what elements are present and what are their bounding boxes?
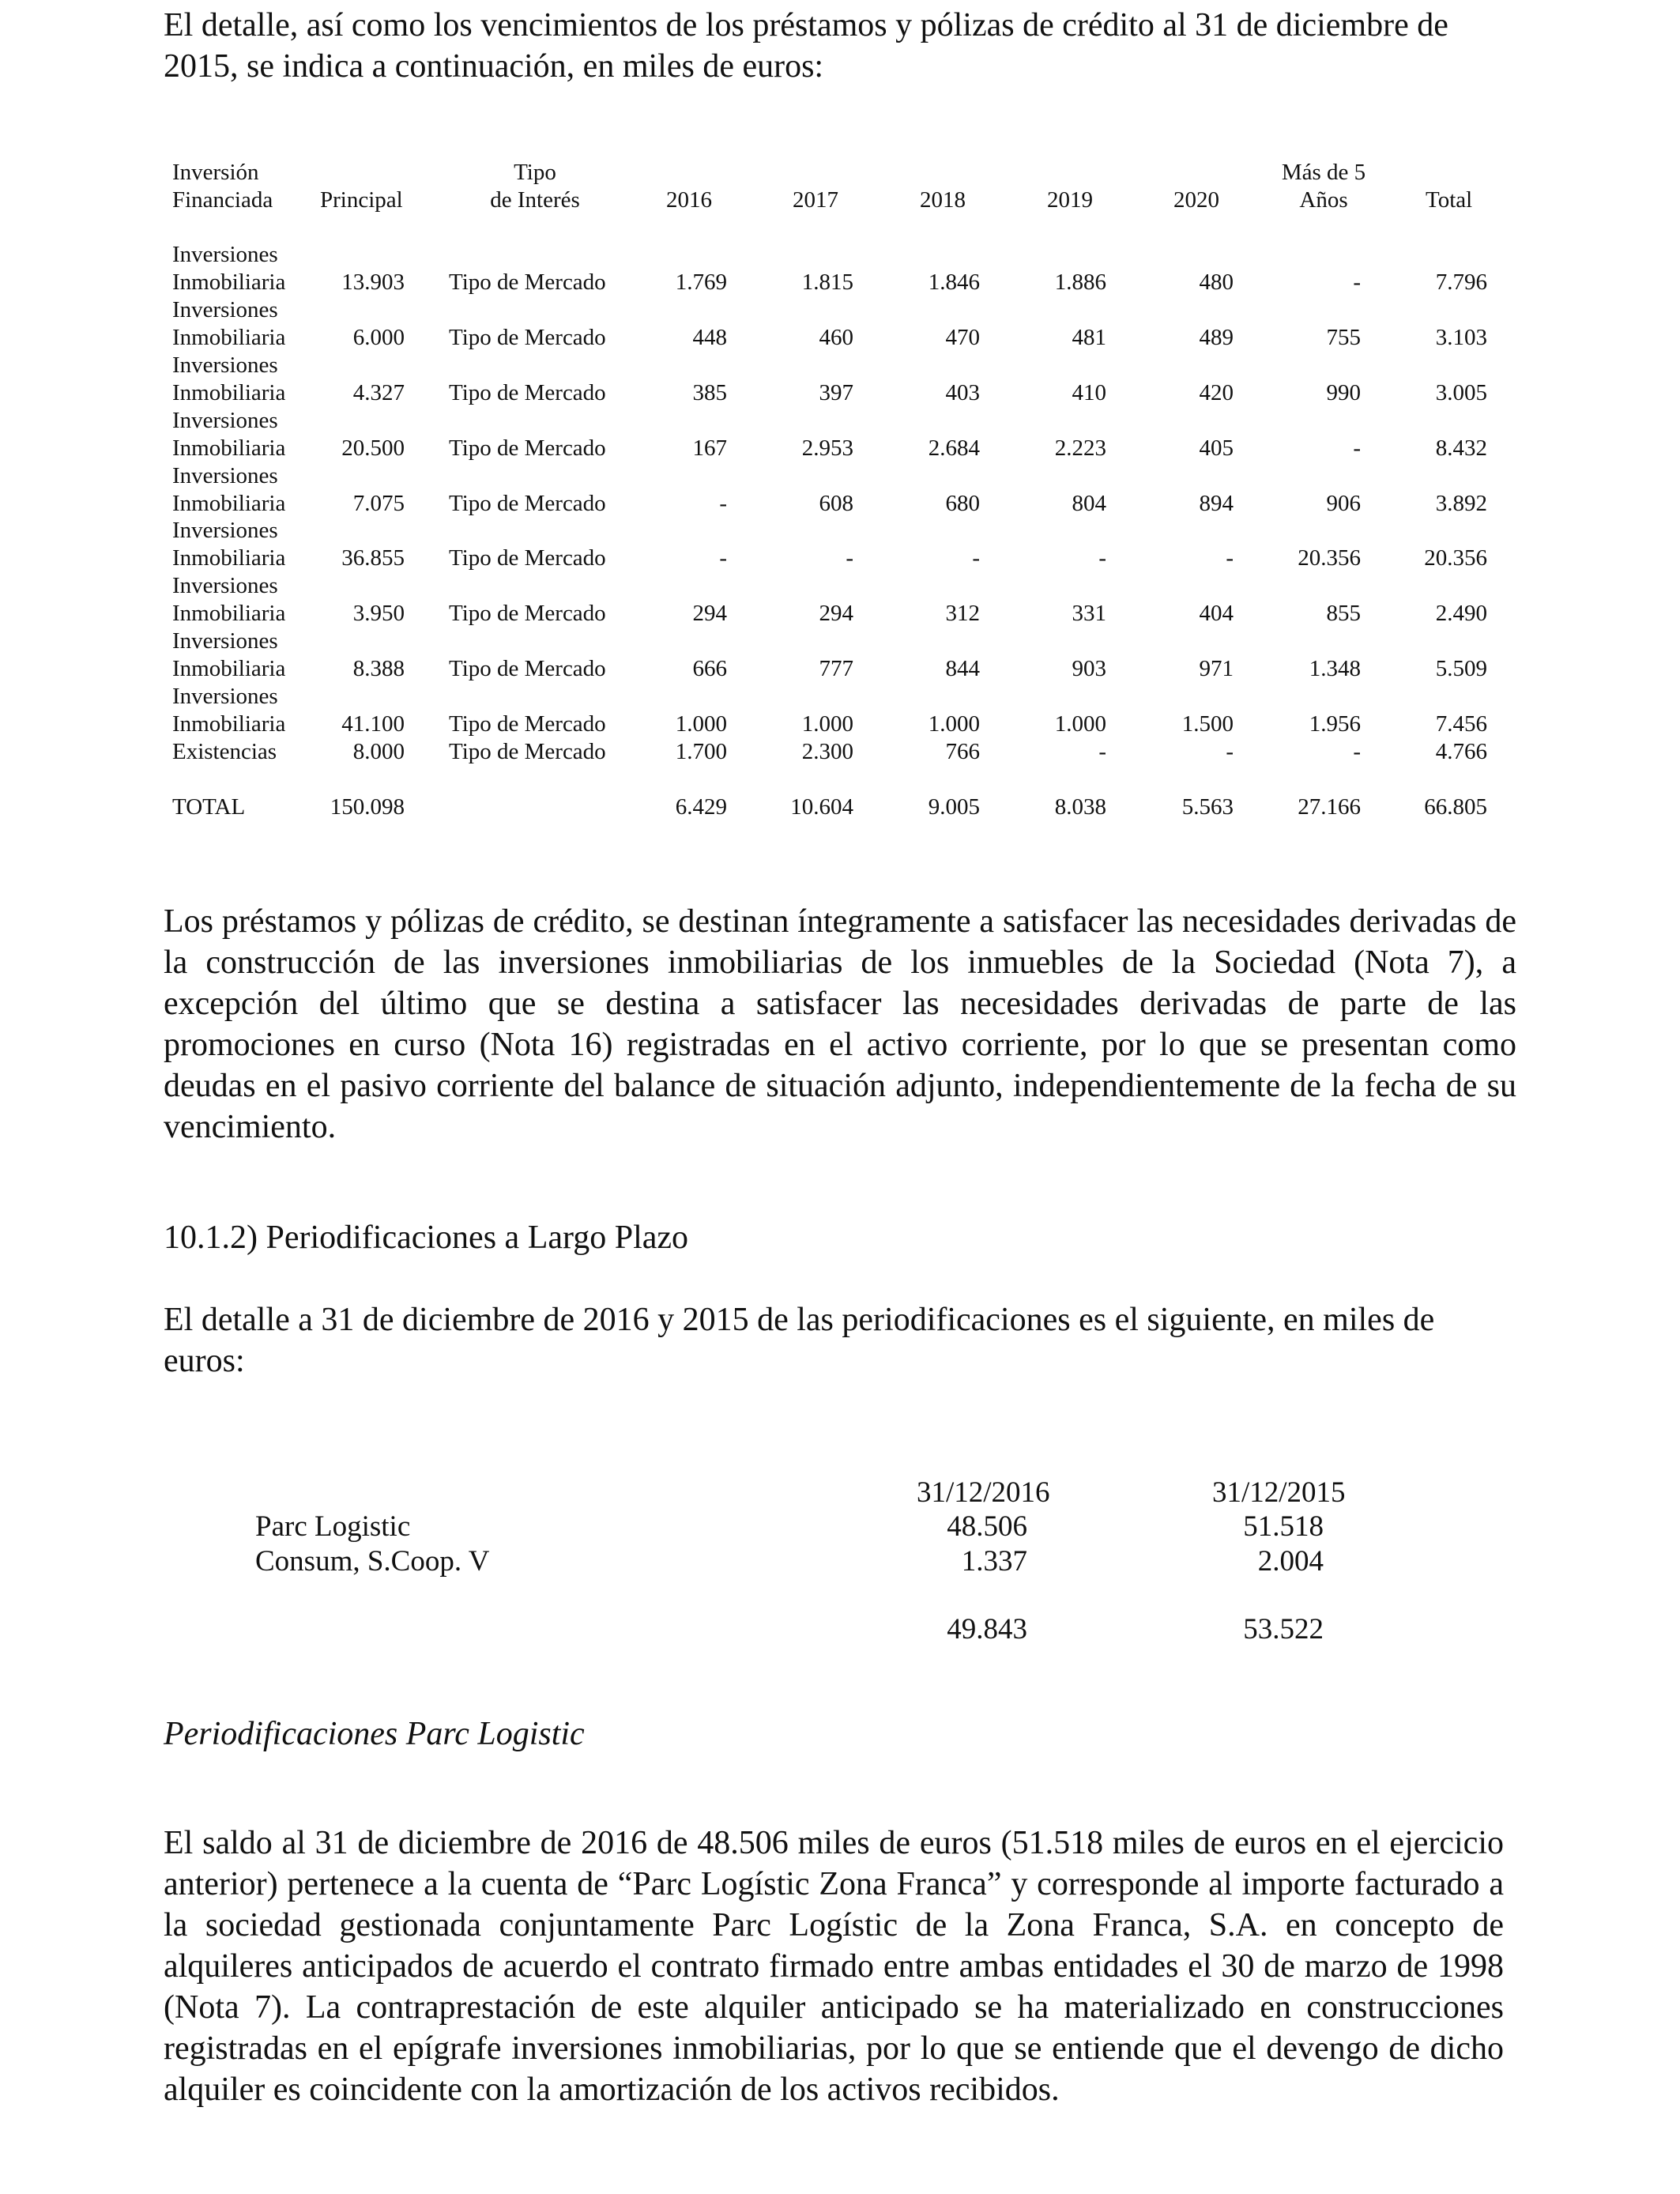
- row-7-inv-1: Inversiones: [172, 573, 278, 598]
- row-7-2018: 312: [945, 601, 980, 626]
- row-7-2016: 294: [692, 601, 727, 626]
- prestamos-paragraph: Los préstamos y pólizas de crédito, se destinan íntegramente a satisfacer las necesidades derivadas de la construcción de las inversiones inmobiliarias de los inmuebles de la Sociedad (Nota 7), a excepción del último que se destina a satisfacer las necesidades derivadas de parte de las promociones en curso (Nota 16) registradas en el activo corriente, por lo que se presentan como deudas en el pasivo corriente del balance de situación adjunto, independientemente de la fecha de su vencimiento.: [164, 903, 1516, 1145]
- row-4-mas: -: [1353, 435, 1361, 461]
- row-3-2018: 403: [945, 380, 980, 405]
- row-10-principal: 8.000: [352, 739, 405, 764]
- row-4-total: 8.432: [1435, 435, 1487, 461]
- header-inversion: Inversión: [172, 160, 259, 185]
- row-9-total: 7.456: [1435, 711, 1487, 737]
- row-4-tipo: Tipo de Mercado: [449, 435, 606, 461]
- row-6-tipo: Tipo de Mercado: [449, 545, 606, 571]
- col-header-2016: 31/12/2016: [917, 1476, 1050, 1509]
- row-8-2018: 844: [945, 656, 980, 681]
- row-3-2020: 420: [1199, 380, 1234, 405]
- row-2-mas: 755: [1326, 325, 1361, 350]
- row-3-2017: 397: [819, 380, 853, 405]
- header-2020: 2020: [1173, 187, 1219, 213]
- total-total: 66.805: [1424, 794, 1487, 820]
- row-5-2019: 804: [1072, 491, 1106, 516]
- row-7-2019: 331: [1072, 601, 1106, 626]
- total-2016: 6.429: [675, 794, 727, 820]
- row-6-2020: -: [1226, 545, 1234, 571]
- total-mas: 27.166: [1298, 794, 1361, 820]
- row-5-total: 3.892: [1435, 491, 1487, 516]
- row-9-inv-1: Inversiones: [172, 684, 278, 709]
- row-9-principal: 41.100: [341, 711, 405, 737]
- header-2017: 2017: [793, 187, 838, 213]
- row-6-2017: -: [846, 545, 853, 571]
- row-8-2020: 971: [1199, 656, 1234, 681]
- total-2019: 8.038: [1054, 794, 1106, 820]
- row-9-2020: 1.500: [1181, 711, 1234, 737]
- row-5-2020: 894: [1199, 491, 1234, 516]
- row-2-2020: 489: [1199, 325, 1234, 350]
- row-7-tipo: Tipo de Mercado: [449, 601, 606, 626]
- total-periodif-2015: 53.522: [1243, 1613, 1324, 1646]
- row-2-inv-1: Inversiones: [172, 297, 278, 322]
- row-1-2019: 1.886: [1054, 270, 1106, 295]
- row-5-principal: 7.075: [352, 491, 405, 516]
- row-5-inv-1: Inversiones: [172, 463, 278, 488]
- row-3-total: 3.005: [1435, 380, 1487, 405]
- row-3-mas: 990: [1326, 380, 1361, 405]
- row-1-inv-1: Inversiones: [172, 242, 278, 267]
- row-8-mas: 1.348: [1309, 656, 1361, 681]
- row-2-total: 3.103: [1435, 325, 1487, 350]
- row-3-inv-2: Inmobiliaria: [172, 380, 286, 405]
- row-2-2019: 481: [1072, 325, 1106, 350]
- header-principal: Principal: [320, 187, 403, 213]
- row-6-2016: -: [719, 545, 727, 571]
- row-2-2016: 448: [692, 325, 727, 350]
- row-2-principal: 6.000: [352, 325, 405, 350]
- row-9-tipo: Tipo de Mercado: [449, 711, 606, 737]
- col-header-2015: 31/12/2015: [1212, 1476, 1346, 1509]
- section-heading: 10.1.2) Periodificaciones a Largo Plazo: [164, 1220, 689, 1256]
- row-10-2019: -: [1098, 739, 1106, 764]
- row-9-mas: 1.956: [1309, 711, 1361, 737]
- row-1-mas: -: [1353, 270, 1361, 295]
- row-10-2016: 1.700: [675, 739, 727, 764]
- row-4-inv-2: Inmobiliaria: [172, 435, 286, 461]
- row-1-2020: 480: [1199, 270, 1234, 295]
- row-6-inv-2: Inmobiliaria: [172, 545, 286, 571]
- row-2-tipo: Tipo de Mercado: [449, 325, 606, 350]
- row-1-2018: 1.846: [928, 270, 980, 295]
- row-consum-2015: 2.004: [1257, 1545, 1324, 1578]
- row-2-2017: 460: [819, 325, 853, 350]
- intro-paragraph: El detalle, así como los vencimientos de los préstamos y pólizas de crédito al 31 de diciembre de 2015, se indica a continuación, en miles de euros:: [164, 7, 1448, 85]
- row-3-tipo: Tipo de Mercado: [449, 380, 606, 405]
- row-consum-2016: 1.337: [961, 1545, 1027, 1578]
- row-6-principal: 36.855: [341, 545, 405, 571]
- row-10-2018: 766: [945, 739, 980, 764]
- detalle-paragraph: El detalle a 31 de diciembre de 2016 y 2015 de las periodificaciones es el siguiente, en miles de euros:: [164, 1302, 1435, 1379]
- row-parc-2015: 51.518: [1243, 1510, 1324, 1543]
- row-5-inv-2: Inmobiliaria: [172, 491, 286, 516]
- row-8-total: 5.509: [1435, 656, 1487, 681]
- total-2018: 9.005: [928, 794, 980, 820]
- row-5-mas: 906: [1326, 491, 1361, 516]
- row-2-inv-2: Inmobiliaria: [172, 325, 286, 350]
- row-10-total: 4.766: [1435, 739, 1487, 764]
- row-5-tipo: Tipo de Mercado: [449, 491, 606, 516]
- header-financiada: Financiada: [172, 187, 273, 213]
- row-1-principal: 13.903: [341, 270, 405, 295]
- header-2018: 2018: [920, 187, 966, 213]
- row-9-2018: 1.000: [928, 711, 980, 737]
- row-9-2016: 1.000: [675, 711, 727, 737]
- row-8-inv-1: Inversiones: [172, 628, 278, 654]
- total-2020: 5.563: [1181, 794, 1234, 820]
- total-principal: 150.098: [330, 794, 405, 820]
- row-3-2019: 410: [1072, 380, 1106, 405]
- total-periodif-2016: 49.843: [947, 1613, 1027, 1646]
- row-8-tipo: Tipo de Mercado: [449, 656, 606, 681]
- row-3-2016: 385: [692, 380, 727, 405]
- row-4-2017: 2.953: [801, 435, 853, 461]
- row-5-2016: -: [719, 491, 727, 516]
- total-2017: 10.604: [790, 794, 853, 820]
- row-10-2017: 2.300: [801, 739, 853, 764]
- row-1-2017: 1.815: [801, 270, 853, 295]
- row-8-2017: 777: [819, 656, 853, 681]
- header-de-interes: de Interés: [490, 187, 580, 213]
- row-6-2018: -: [972, 545, 980, 571]
- row-1-inv-2: Inmobiliaria: [172, 270, 286, 295]
- row-7-2017: 294: [819, 601, 853, 626]
- row-3-inv-1: Inversiones: [172, 352, 278, 378]
- row-4-2020: 405: [1199, 435, 1234, 461]
- row-10-2020: -: [1226, 739, 1234, 764]
- row-4-2018: 2.684: [928, 435, 980, 461]
- row-4-2019: 2.223: [1054, 435, 1106, 461]
- row-parc-2016: 48.506: [947, 1510, 1027, 1543]
- row-9-2019: 1.000: [1054, 711, 1106, 737]
- row-8-inv-2: Inmobiliaria: [172, 656, 286, 681]
- header-tipo: Tipo: [514, 160, 556, 185]
- header-2016: 2016: [666, 187, 712, 213]
- row-1-total: 7.796: [1435, 270, 1487, 295]
- row-4-inv-1: Inversiones: [172, 408, 278, 433]
- row-5-2017: 608: [819, 491, 853, 516]
- header-2019: 2019: [1047, 187, 1093, 213]
- row-5-2018: 680: [945, 491, 980, 516]
- row-1-tipo: Tipo de Mercado: [449, 270, 606, 295]
- row-7-total: 2.490: [1435, 601, 1487, 626]
- header-anos: Años: [1299, 187, 1348, 213]
- row-6-total: 20.356: [1424, 545, 1487, 571]
- row-3-principal: 4.327: [352, 380, 405, 405]
- header-total: Total: [1426, 187, 1473, 213]
- row-8-2019: 903: [1072, 656, 1106, 681]
- row-10-tipo: Tipo de Mercado: [449, 739, 606, 764]
- parc-logistic-heading: Periodificaciones Parc Logistic: [164, 1716, 585, 1752]
- total-label: TOTAL: [172, 794, 246, 820]
- row-6-inv-1: Inversiones: [172, 518, 278, 543]
- row-7-2020: 404: [1199, 601, 1234, 626]
- saldo-paragraph: El saldo al 31 de diciembre de 2016 de 48.506 miles de euros (51.518 miles de euros en el ejercicio anterior) pertenece a la cuenta de “Parc Logístic Zona Franca” y corresponde al importe facturado a la sociedad gestionada conjuntamente Parc Logístic de la Zona Franca, S.A. en concepto de alquileres anticipados de acuerdo el contrato firmado entre ambas entidades el 30 de marzo de 1998 (Nota 7). La contraprestación de este alquiler anticipado se ha materializado en construcciones registradas en el epígrafe inversiones inmobiliarias, por lo que se entiende que el devengo de dicho alquiler es coincidente con la amortización de los activos recibidos.: [164, 1825, 1504, 2108]
- row-10-mas: -: [1353, 739, 1361, 764]
- row-1-2016: 1.769: [675, 270, 727, 295]
- row-8-2016: 666: [692, 656, 727, 681]
- row-label-consum: Consum, S.Coop. V: [255, 1545, 490, 1578]
- row-10-inv-2: Existencias: [172, 739, 277, 764]
- row-label-parc-logistic: Parc Logistic: [255, 1510, 411, 1543]
- row-6-mas: 20.356: [1298, 545, 1361, 571]
- row-2-2018: 470: [945, 325, 980, 350]
- row-7-mas: 855: [1326, 601, 1361, 626]
- row-8-principal: 8.388: [352, 656, 405, 681]
- row-7-inv-2: Inmobiliaria: [172, 601, 286, 626]
- row-9-inv-2: Inmobiliaria: [172, 711, 286, 737]
- header-mas-de-5: Más de 5: [1281, 160, 1366, 185]
- row-7-principal: 3.950: [352, 601, 405, 626]
- row-6-2019: -: [1098, 545, 1106, 571]
- row-4-2016: 167: [692, 435, 727, 461]
- row-9-2017: 1.000: [801, 711, 853, 737]
- row-4-principal: 20.500: [341, 435, 405, 461]
